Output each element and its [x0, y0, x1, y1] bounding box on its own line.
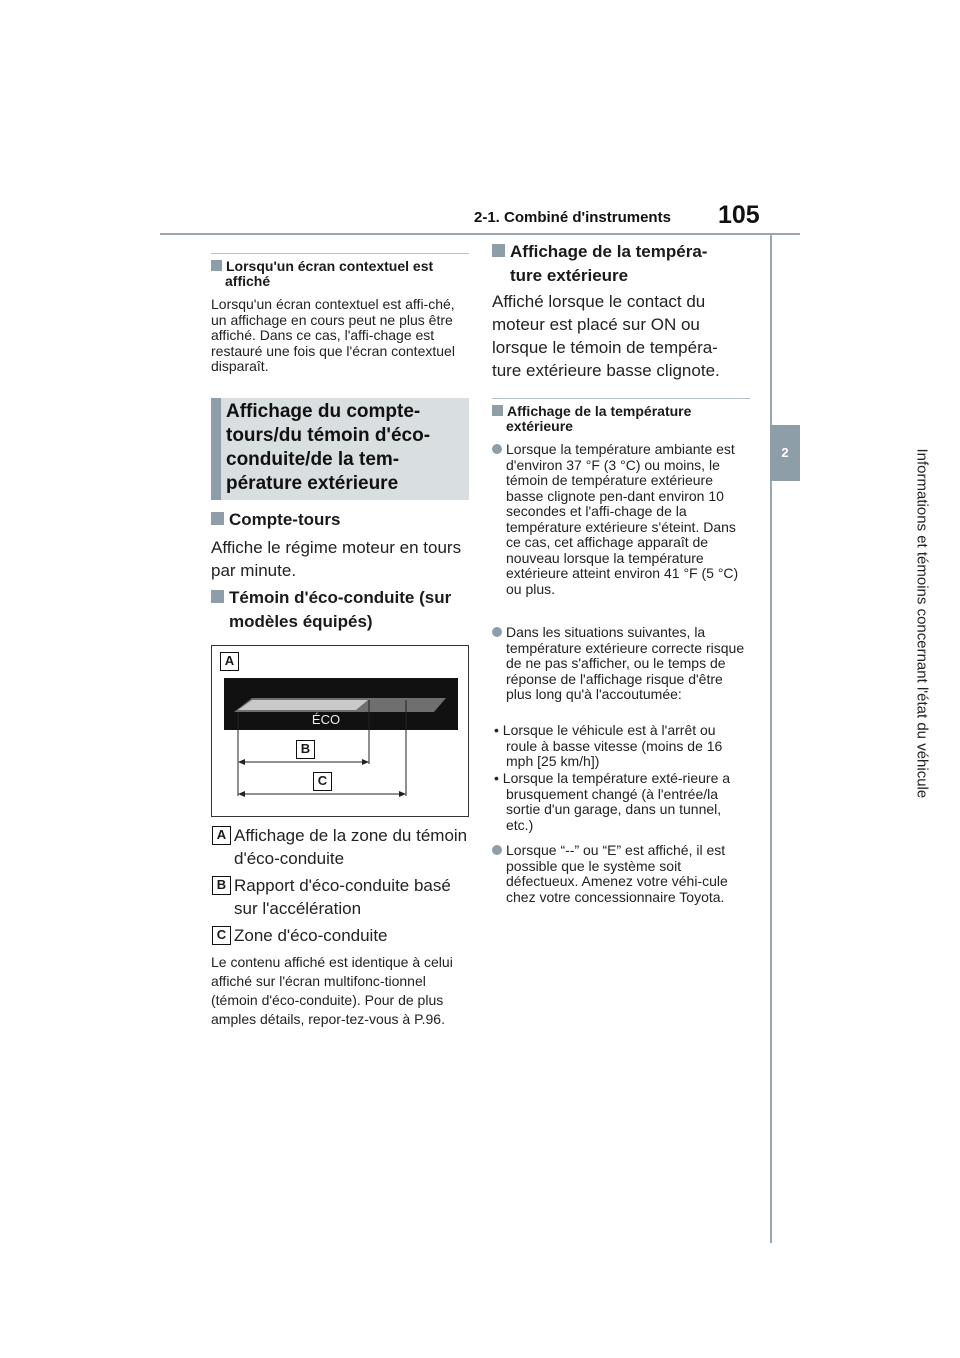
popup-body: Lorsqu'un écran contextuel est affi-ché, un affichage en cours peut ne plus être affiché. Dans ce cas, l'affi-chage est restauré une fois que l'écran contextuel disparaît. — [211, 296, 455, 374]
eco-diagram — [211, 645, 469, 817]
chapter-title-vertical: Informations et témoins concernant l'état du véhicule — [913, 448, 931, 799]
legend-text-b: Rapport d'éco-conduite basé sur l'accélération — [234, 876, 451, 918]
eco-ratio-bar — [238, 700, 368, 710]
bullet-3: Lorsque “--” ou “E” est affiché, il est possible que le système soit défectueux. Amenez votre véhi-cule chez votre concessionnaire Toyota. — [492, 843, 750, 905]
legend-text-c: Zone d'éco-conduite — [234, 926, 388, 945]
popup-heading: Lorsqu'un écran contextuel est affiché — [211, 259, 469, 289]
note-text: Le contenu affiché est identique à celui affiché sur l'écran multifonc-tionnel (témoin d'éco-conduite). Pour de plus amples détails, repor-tez-vous à P.96. — [211, 954, 453, 1027]
square-bullet-icon — [492, 405, 503, 416]
arrow-head-icon — [362, 759, 369, 765]
arrow-head-icon — [238, 791, 245, 797]
arrow-head-icon — [399, 791, 406, 797]
dot-bullet-icon: • — [494, 770, 503, 786]
square-bullet-icon — [211, 260, 222, 271]
diagram-label-b: B — [296, 740, 315, 759]
legend-key-a: A — [212, 826, 231, 845]
bullet-2: Dans les situations suivantes, la température extérieure correcte risque de ne pas s'afficher, ou le temps de réponse de l'affichage risque d'être plus long qu'à l'accoutumée: — [492, 625, 750, 703]
legend-text-a: Affichage de la zone du témoin d'éco-conduite — [234, 826, 468, 868]
chapter-tab-number: 2 — [781, 445, 789, 460]
square-bullet-icon — [492, 244, 505, 257]
section-header: 2-1. Combiné d'instruments — [474, 209, 671, 226]
separator — [211, 253, 469, 254]
diagram-label-a: A — [220, 652, 239, 671]
eco-heading: Témoin d'éco-conduite (sur modèles équipés) — [211, 586, 469, 634]
info-heading: Affichage de la température extérieure — [492, 404, 750, 434]
dot-bullet-icon: • — [494, 722, 503, 738]
square-bullet-icon — [211, 512, 224, 525]
square-bullet-icon — [211, 590, 224, 603]
round-bullet-icon — [492, 627, 502, 637]
temp-heading: Affichage de la tempéra-ture extérieure — [492, 240, 732, 288]
tachometer-heading: Compte-tours — [211, 508, 469, 532]
section-title: Affichage du compte-tours/du témoin d'éco-conduite/de la tem-pérature extérieure — [226, 401, 431, 494]
sub-bullet-1: • Lorsque le véhicule est à l'arrêt ou roule à basse vitesse (moins de 16 mph [25 km/h]) — [494, 722, 723, 769]
round-bullet-icon — [492, 845, 502, 855]
side-rule — [770, 233, 772, 1243]
legend-key-c: C — [212, 926, 231, 945]
header-rule — [160, 233, 800, 235]
eco-text: ÉCO — [311, 712, 341, 727]
diagram-label-c: C — [313, 772, 332, 791]
bullet-1: Lorsque la température ambiante est d'environ 37 °F (3 °C) ou moins, le témoin de température extérieure basse clignote pen-dant environ 10 secondes et l'affi-chage de la température extérieure s'éteint. Dans ce cas, cet affichage apparaît de nouveau lorsque la température extérieure atteint environ 41 °F (5 °C) ou plus. — [492, 442, 750, 597]
round-bullet-icon — [492, 444, 502, 454]
sub-bullet-2: • Lorsque la température exté-rieure a brusquement changé (à l'entrée/la sortie d'un garage, dans un tunnel, etc.) — [494, 770, 731, 833]
legend-key-b: B — [212, 876, 231, 895]
tachometer-body: Affiche le régime moteur en tours par minute. — [211, 538, 462, 580]
temp-body: Affiché lorsque le contact du moteur est placé sur ON ou lorsque le témoin de tempéra-ture extérieure basse clignote. — [492, 292, 720, 380]
page-number: 105 — [718, 201, 760, 229]
separator — [492, 398, 750, 399]
arrow-head-icon — [238, 759, 245, 765]
eco-diagram-graphic — [212, 646, 468, 816]
section-title-accent — [211, 398, 221, 500]
